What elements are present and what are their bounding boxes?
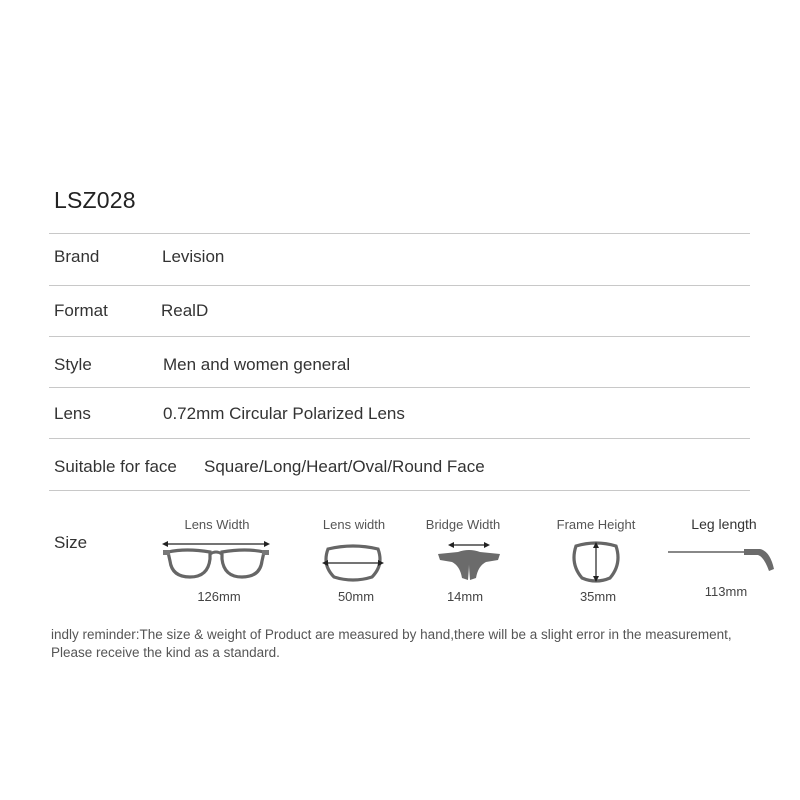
- measure-value: 14mm: [446, 589, 484, 604]
- spec-value: 0.72mm Circular Polarized Lens: [163, 404, 405, 423]
- measure-caption: Lens Width: [184, 517, 250, 532]
- measure-caption: Leg length: [691, 516, 757, 532]
- measure-caption: Frame Height: [556, 517, 636, 532]
- table-rule: [49, 438, 750, 439]
- reminder-line-1: indly reminder:The size & weight of Product are measured by hand,there will be a slight error in the measurement,: [51, 627, 732, 642]
- spec-value: Levision: [162, 247, 225, 266]
- spec-label: Style: [54, 355, 92, 374]
- measure-value: 50mm: [337, 589, 375, 604]
- measure-value: 35mm: [579, 589, 617, 604]
- spec-value: RealD: [161, 301, 209, 320]
- measure-caption: Lens width: [322, 517, 386, 532]
- table-rule-bottom: [49, 490, 750, 491]
- spec-label: Lens: [54, 404, 91, 423]
- measurement-reminder: [51, 626, 771, 662]
- single-lens-width-icon: [320, 543, 386, 583]
- measure-caption: Bridge Width: [425, 517, 501, 532]
- glasses-front-width-icon: [160, 537, 272, 583]
- spec-value: Men and women general: [163, 355, 351, 374]
- table-rule: [49, 285, 750, 286]
- measure-value: 113mm: [704, 584, 748, 599]
- spec-label: Brand: [54, 247, 100, 266]
- size-label: Size: [54, 533, 88, 552]
- table-rule-top: [49, 233, 750, 234]
- reminder-line-2: Please receive the kind as a standard.: [51, 645, 280, 660]
- frame-height-icon: [570, 540, 622, 586]
- spec-label: Suitable for face: [54, 457, 177, 476]
- bridge-width-icon: [436, 538, 502, 584]
- measure-value: 126mm: [197, 589, 241, 604]
- table-rule: [49, 336, 750, 337]
- spec-value: Square/Long/Heart/Oval/Round Face: [204, 457, 485, 476]
- temple-leg-icon: [666, 543, 778, 577]
- product-title: LSZ028: [54, 187, 136, 213]
- table-rule: [49, 387, 750, 388]
- spec-label: Format: [54, 301, 108, 320]
